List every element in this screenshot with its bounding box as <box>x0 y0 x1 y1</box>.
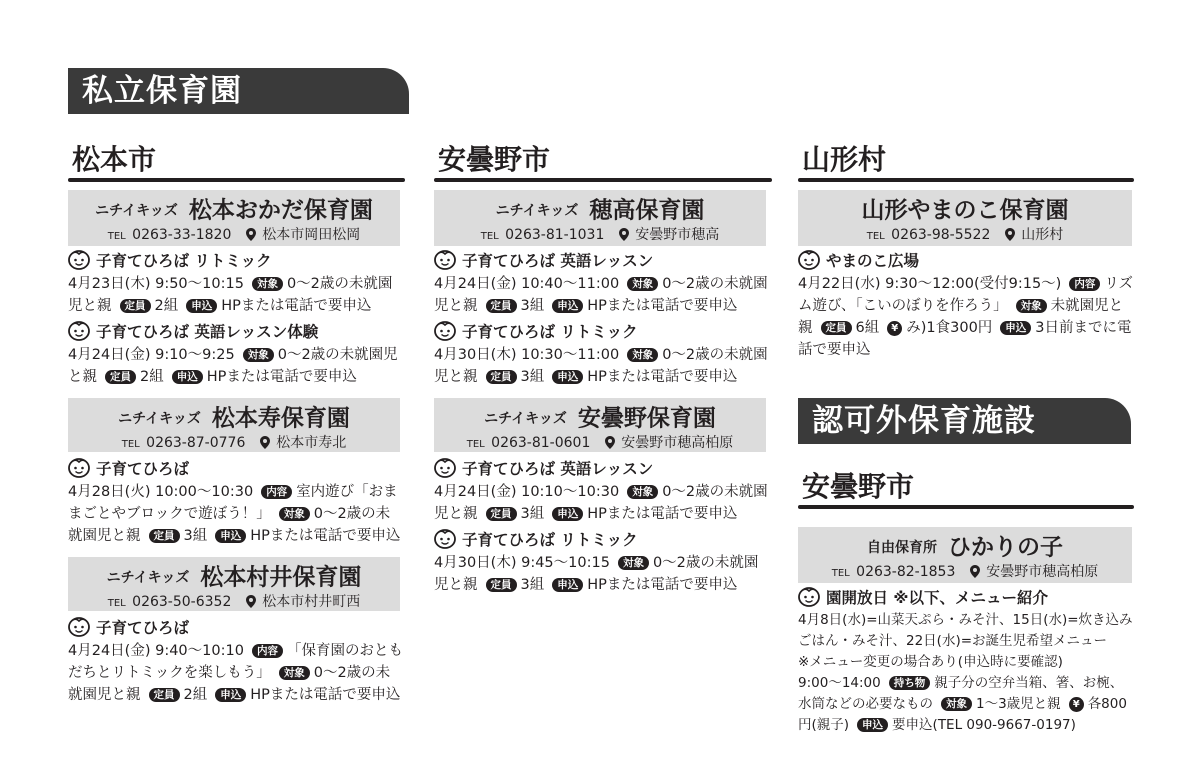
event-target: 1〜3歳児と親 <box>976 696 1061 712</box>
nursery-tel: 0263-98-5522 <box>891 226 991 243</box>
map-pin-icon <box>605 436 615 449</box>
smiley-icon <box>68 617 90 637</box>
event-item <box>798 586 1136 736</box>
smiley-icon <box>434 458 456 478</box>
event-capacity: 3組 <box>520 298 545 314</box>
event-item <box>68 616 403 706</box>
event-target: 0〜2歳の未就園児と親 <box>434 276 768 314</box>
tel-label: TEL <box>107 597 126 609</box>
apply-tag: 申込 <box>552 299 583 313</box>
nursery-tel: 0263-81-1031 <box>505 226 605 243</box>
target-tag: 対象 <box>252 277 283 291</box>
section-banner-unlicensed <box>798 398 1131 444</box>
tel-label: TEL <box>831 567 850 579</box>
nursery-address: 安曇野市穂高柏原 <box>986 563 1099 580</box>
event-apply: HPまたは電話で要申込 <box>587 298 738 314</box>
map-pin-icon <box>246 595 256 608</box>
nursery-address: 松本市寿北 <box>276 434 347 451</box>
nursery-name: 松本おかだ保育園 <box>188 197 373 224</box>
target-tag: 対象 <box>941 697 972 711</box>
nursery-card-yamanoko <box>798 190 1132 246</box>
event-content: 室内遊び「おままごとやブロックで遊ぼう！」 <box>68 484 398 522</box>
event-item <box>68 320 403 388</box>
capacity-tag: 定員 <box>149 529 180 543</box>
event-item <box>798 249 1136 361</box>
event-capacity: 2組 <box>183 687 208 703</box>
nursery-card-hotaka <box>434 190 766 246</box>
city-heading-yamagata: 山形村 <box>802 143 887 176</box>
target-tag: 対象 <box>279 507 310 521</box>
target-tag: 対象 <box>279 666 310 680</box>
yen-icon: ¥ <box>1069 697 1084 712</box>
event-date: 4月30日(木) 10:30〜11:00 <box>434 347 620 363</box>
event-target: 0〜2歳の未就園児と親 <box>434 347 768 385</box>
content-tag: 内容 <box>261 485 292 499</box>
event-apply: HPまたは電話で要申込 <box>206 369 357 385</box>
apply-tag: 申込 <box>552 507 583 521</box>
nursery-tel: 0263-50-6352 <box>132 593 232 610</box>
apply-tag: 申込 <box>172 370 203 384</box>
nursery-address: 松本市岡田松岡 <box>262 226 361 243</box>
capacity-tag: 定員 <box>486 578 517 592</box>
nursery-card-kotobuki <box>68 398 400 452</box>
event-date: 4月24日(金) 10:40〜11:00 <box>434 276 620 292</box>
event-target: 0〜2歳の未就園児と親 <box>434 484 768 522</box>
section-banner-title: 私立保育園 <box>82 73 242 109</box>
event-item <box>434 320 770 388</box>
smiley-icon <box>798 587 820 607</box>
event-bring: 親子分の空弁当箱、箸、お椀、水筒などの必要なもの <box>798 675 1124 712</box>
event-title: 子育てひろば リトミック <box>462 323 638 341</box>
apply-tag: 申込 <box>1000 321 1031 335</box>
event-title: 子育てひろば リトミック <box>462 531 638 549</box>
tel-label: TEL <box>866 230 885 242</box>
event-title: 子育てひろば <box>96 619 190 637</box>
map-pin-icon <box>970 565 980 578</box>
apply-tag: 申込 <box>215 529 246 543</box>
content-tag: 内容 <box>1069 277 1100 291</box>
nursery-name: ひかりの子 <box>948 534 1064 561</box>
nursery-name: 山形やまのこ保育園 <box>861 197 1069 224</box>
event-item <box>434 457 770 525</box>
nursery-tel: 0263-33-1820 <box>132 226 232 243</box>
map-pin-icon <box>619 228 629 241</box>
event-target: 未就園児と親 <box>798 298 1124 336</box>
event-date: 4月24日(金) 9:10〜9:25 <box>68 347 235 363</box>
apply-tag: 申込 <box>186 299 217 313</box>
city-heading-azumino: 安曇野市 <box>438 143 551 176</box>
nursery-tel: 0263-81-0601 <box>491 434 591 451</box>
capacity-tag: 定員 <box>105 370 136 384</box>
tel-label: TEL <box>121 438 140 450</box>
event-capacity: 3組 <box>520 506 545 522</box>
event-item <box>68 457 403 547</box>
nursery-brand: ニチイキッズ <box>118 410 201 427</box>
event-date: 4月30日(木) 9:45〜10:15 <box>434 555 610 571</box>
event-target: 0〜2歳の未就園児と親 <box>68 506 391 544</box>
capacity-tag: 定員 <box>821 321 852 335</box>
event-date: 4月23日(木) 9:50〜10:15 <box>68 276 244 292</box>
event-fee: み)1食300円 <box>906 320 993 336</box>
capacity-tag: 定員 <box>486 370 517 384</box>
yen-icon: ¥ <box>887 321 902 336</box>
content-tag: 内容 <box>252 644 283 658</box>
event-apply: HPまたは電話で要申込 <box>250 528 401 544</box>
nursery-address: 松本市村井町西 <box>262 593 361 610</box>
bring-tag: 持ち物 <box>889 676 931 690</box>
event-capacity: 2組 <box>154 298 179 314</box>
event-title: 子育てひろば リトミック <box>96 252 272 270</box>
city-divider <box>68 178 405 182</box>
city-heading-azumino-2: 安曇野市 <box>802 470 915 503</box>
menu-line: 4月8日(水)=山菜天ぷら・みそ汁、15日(水)=炊き込 <box>798 612 1120 628</box>
event-target: 0〜2歳の未就園児と親 <box>68 347 398 385</box>
event-capacity: 2組 <box>140 369 164 385</box>
event-apply: HPまたは電話で要申込 <box>587 577 738 593</box>
tel-label: TEL <box>466 438 485 450</box>
target-tag: 対象 <box>243 348 274 362</box>
event-title: やまのこ広場 <box>826 252 920 270</box>
nursery-brand: ニチイキッズ <box>95 202 178 219</box>
capacity-tag: 定員 <box>486 507 517 521</box>
nursery-brand: 自由保育所 <box>866 539 937 556</box>
menu-line: みごはん・みそ汁、22日(水)=お誕生児希望メニュー <box>798 612 1133 649</box>
nursery-name: 穂高保育園 <box>589 197 705 224</box>
nursery-tel: 0263-87-0776 <box>146 434 246 451</box>
event-fee: 各800円(親子) <box>798 696 1127 733</box>
event-apply: HPまたは電話で要申込 <box>587 506 738 522</box>
nursery-address: 山形村 <box>1021 226 1064 243</box>
tel-label: TEL <box>480 230 499 242</box>
city-divider <box>434 178 772 182</box>
event-content: 「保育園のおともだちとリトミックを楽しもう」 <box>68 643 403 681</box>
event-date: 4月22日(水) 9:30〜12:00(受付9:15〜) <box>798 276 1062 292</box>
event-note: ※メニュー変更の場合あり(申込時に要確認) <box>798 654 1063 670</box>
event-date: 4月28日(火) 10:00〜10:30 <box>68 484 254 500</box>
target-tag: 対象 <box>1016 299 1047 313</box>
nursery-card-okada <box>68 190 400 246</box>
nursery-name: 松本寿保育園 <box>211 405 350 432</box>
nursery-name: 松本村井保育園 <box>200 564 362 591</box>
event-capacity: 3組 <box>520 369 545 385</box>
apply-tag: 申込 <box>552 578 583 592</box>
capacity-tag: 定員 <box>149 688 180 702</box>
event-apply: HPまたは電話で要申込 <box>587 369 738 385</box>
event-apply: 要申込(TEL 090-9667-0197) <box>892 717 1076 733</box>
event-content: リズム遊び、「こいのぼりを作ろう」 <box>798 276 1134 314</box>
target-tag: 対象 <box>627 348 658 362</box>
nursery-brand: ニチイキッズ <box>495 202 579 219</box>
smiley-icon <box>798 250 820 270</box>
smiley-icon <box>434 250 456 270</box>
event-title: 子育てひろば <box>96 460 190 478</box>
event-apply: HPまたは電話で要申込 <box>250 687 401 703</box>
event-title: 子育てひろば 英語レッスン <box>462 252 654 270</box>
event-target: 0〜2歳の未就園児と親 <box>68 276 393 314</box>
tel-label: TEL <box>107 230 126 242</box>
nursery-name: 安曇野保育園 <box>577 405 716 432</box>
section-banner-title: 認可外保育施設 <box>812 403 1036 439</box>
event-title: 子育てひろば 英語レッスン体験 <box>96 323 319 341</box>
smiley-icon <box>434 321 456 341</box>
event-apply: HPまたは電話で要申込 <box>221 298 372 314</box>
event-target: 0〜2歳の未就園児と親 <box>434 555 759 593</box>
event-capacity: 3組 <box>520 577 545 593</box>
target-tag: 対象 <box>627 485 658 499</box>
map-pin-icon <box>246 228 256 241</box>
capacity-tag: 定員 <box>486 299 517 313</box>
nursery-card-murai <box>68 557 400 611</box>
section-banner-private <box>68 68 409 114</box>
apply-tag: 申込 <box>857 718 888 732</box>
city-divider <box>798 505 1134 509</box>
event-item <box>434 249 770 317</box>
event-title: 子育てひろば 英語レッスン <box>462 460 654 478</box>
target-tag: 対象 <box>618 556 649 570</box>
nursery-brand: ニチイキッズ <box>484 410 567 427</box>
target-tag: 対象 <box>627 277 658 291</box>
nursery-address: 安曇野市穂高柏原 <box>621 434 734 451</box>
event-capacity: 6組 <box>855 320 880 336</box>
event-item <box>68 249 403 317</box>
city-divider <box>798 178 1134 182</box>
smiley-icon <box>68 458 90 478</box>
event-item <box>434 528 770 596</box>
event-date: 4月24日(金) 9:40〜10:10 <box>68 643 244 659</box>
event-apply: 3日前までに電話で要申込 <box>798 320 1132 358</box>
nursery-card-hikari <box>798 527 1132 583</box>
event-title: 園開放日 ※以下、メニュー紹介 <box>826 589 1048 607</box>
nursery-address: 安曇野市穂高 <box>635 226 720 243</box>
capacity-tag: 定員 <box>120 299 151 313</box>
apply-tag: 申込 <box>215 688 246 702</box>
map-pin-icon <box>260 436 270 449</box>
smiley-icon <box>68 250 90 270</box>
nursery-brand: ニチイキッズ <box>106 569 190 586</box>
apply-tag: 申込 <box>552 370 583 384</box>
event-capacity: 3組 <box>183 528 208 544</box>
city-heading-matsumoto: 松本市 <box>72 143 157 176</box>
event-time: 9:00〜14:00 <box>798 675 881 691</box>
map-pin-icon <box>1005 228 1015 241</box>
smiley-icon <box>434 529 456 549</box>
nursery-card-azumino <box>434 398 766 452</box>
event-date: 4月24日(金) 10:10〜10:30 <box>434 484 620 500</box>
smiley-icon <box>68 321 90 341</box>
nursery-tel: 0263-82-1853 <box>856 563 956 580</box>
event-target: 0〜2歳の未就園児と親 <box>68 665 391 703</box>
